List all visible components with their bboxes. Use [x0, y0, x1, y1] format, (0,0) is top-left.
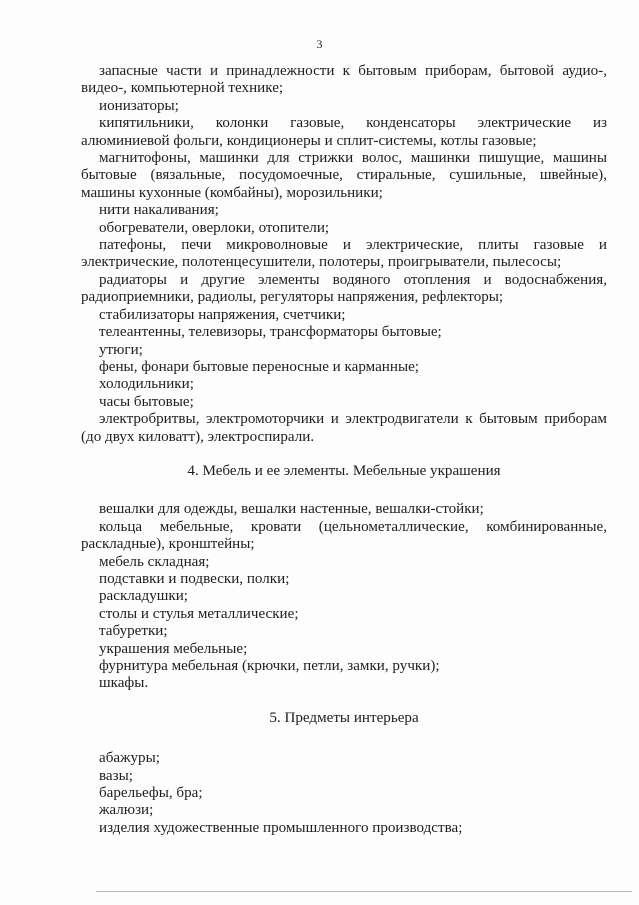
list-item: фены, фонари бытовые переносные и карманные; [99, 358, 419, 375]
list-item: холодильники; [99, 376, 194, 393]
list-item: изделия художественные промышленного производства; [99, 819, 463, 836]
list-item: стабилизаторы напряжения, счетчики; [99, 306, 346, 323]
list-item: раскладушки; [99, 588, 188, 605]
list-item: столы и стулья металлические; [99, 605, 299, 622]
list-item: барельефы, бра; [99, 785, 203, 802]
list-item: фурнитура мебельная (крючки, петли, замки, ручки); [99, 658, 440, 674]
list-item: кольца мебельные, кровати (цельнометаллические, комбинированные, раскладные), кронштейны; [81, 518, 607, 553]
list-item: табуретки; [99, 623, 168, 640]
list-item: обогреватели, оверлоки, отопители; [99, 219, 330, 236]
list-item: утюги; [99, 341, 143, 358]
list-item: украшения мебельные; [99, 640, 248, 657]
list-item: кипятильники, колонки газовые, конденсаторы электрические из алюминиевой фольги, кондиционеры и сплит-системы, котлы газовые; [81, 115, 607, 149]
list-item: телеантенны, телевизоры, трансформаторы бытовые; [99, 324, 442, 341]
list-item: вешалки для одежды, вешалки настенные, вешалки-стойки; [99, 501, 484, 518]
section-4-list [81, 501, 607, 692]
section-3-list [81, 63, 607, 446]
list-item: нити накаливания; [99, 202, 219, 219]
list-item: запасные части и принадлежности к бытовым приборам, бытовой аудио-, видео-, компьютерной технике; [81, 63, 607, 97]
list-item: шкафы. [99, 675, 149, 692]
list-item: магнитофоны, машинки для стрижки волос, машинки пишущие, машины бытовые (вязальные, посудомоечные, стиральные, сушильные, швейные), машины кухонные (комбайны), морозильники; [81, 150, 607, 201]
page-number: 3 [316, 37, 323, 51]
list-item: электробритвы, электромоторчики и электродвигатели к бытовым приборам (до двух киловатт), электроспирали. [81, 411, 607, 445]
list-item: абажуры; [99, 750, 160, 767]
list-item: мебель складная; [99, 553, 210, 570]
section-5-heading: 5. Предметы интерьера [269, 709, 419, 726]
section-5-list [81, 750, 607, 837]
list-item: патефоны, печи микроволновые и электрические, плиты газовые и электрические, полотенцесушители, полотеры, проигрыватели, пылесосы; [81, 237, 607, 271]
list-item: жалюзи; [99, 802, 154, 819]
document-body [81, 63, 607, 837]
list-item: ионизаторы; [99, 97, 179, 114]
section-4-heading: 4. Мебель и ее элементы. Мебельные украшения [187, 462, 501, 479]
list-item: подставки и подвески, полки; [99, 570, 290, 587]
scan-edge-line [96, 891, 632, 892]
list-item: часы бытовые; [99, 393, 194, 410]
list-item: радиаторы и другие элементы водяного отопления и водоснабжения, радиоприемники, радиолы, регуляторы напряжения, рефлекторы; [81, 271, 607, 306]
list-item: вазы; [99, 767, 133, 784]
